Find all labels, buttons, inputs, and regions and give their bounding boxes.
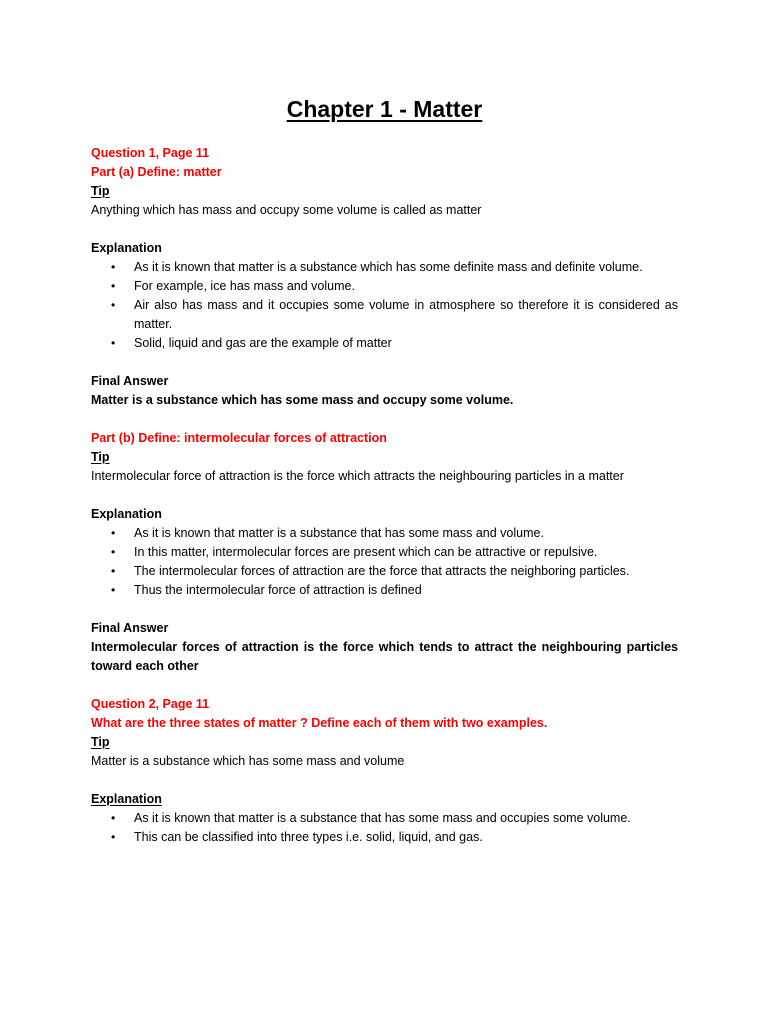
list-item xyxy=(91,809,678,828)
list-item xyxy=(91,828,678,847)
question-1-section xyxy=(91,144,678,695)
spacer xyxy=(91,220,678,239)
question-2-explanation-list xyxy=(91,809,678,847)
list-item-text: As it is known that matter is a substance which has some definite mass and definite volume. xyxy=(134,260,643,274)
bullet-icon: • xyxy=(111,336,116,350)
list-item xyxy=(91,562,678,581)
part-a-tip-text: Anything which has mass and occupy some volume is called as matter xyxy=(91,203,482,217)
list-item-text: The intermolecular forces of attraction are the force that attracts the neighboring particles. xyxy=(134,564,630,578)
part-a-explanation-list xyxy=(91,258,678,353)
question-2-tip-text: Matter is a substance which has some mass and volume xyxy=(91,754,405,768)
question-2-text: What are the three states of matter ? Define each of them with two examples. xyxy=(91,716,548,730)
list-item-text: For example, ice has mass and volume. xyxy=(134,279,355,293)
part-b-tip-label: Tip xyxy=(91,450,110,464)
question-2-tip-label: Tip xyxy=(91,735,110,749)
list-item xyxy=(91,581,678,600)
spacer xyxy=(91,410,678,429)
spacer xyxy=(91,600,678,619)
list-item-text: This can be classified into three types i.e. solid, liquid, and gas. xyxy=(134,830,483,844)
list-item xyxy=(91,277,678,296)
part-b-final-text: Intermolecular forces of attraction is the force which tends to attract the neighbouring particles toward each other xyxy=(91,640,678,673)
spacer xyxy=(91,676,678,695)
part-a-final-label: Final Answer xyxy=(91,374,169,388)
bullet-icon: • xyxy=(111,583,116,597)
spacer xyxy=(91,771,678,790)
list-item xyxy=(91,258,678,277)
list-item xyxy=(91,543,678,562)
bullet-icon: • xyxy=(111,260,116,274)
part-a-tip-label: Tip xyxy=(91,184,110,198)
part-b-explanation-list xyxy=(91,524,678,600)
list-item xyxy=(91,334,678,353)
list-item xyxy=(91,296,678,334)
part-b-heading: Part (b) Define: intermolecular forces of attraction xyxy=(91,431,387,445)
bullet-icon: • xyxy=(111,298,116,312)
bullet-icon: • xyxy=(111,545,116,559)
question-1-heading: Question 1, Page 11 xyxy=(91,146,210,160)
bullet-icon: • xyxy=(111,526,116,540)
bullet-icon: • xyxy=(111,564,116,578)
part-a-explanation-label: Explanation xyxy=(91,241,162,255)
list-item-text: In this matter, intermolecular forces are present which can be attractive or repulsive. xyxy=(134,545,598,559)
part-b-final-label: Final Answer xyxy=(91,621,169,635)
bullet-icon: • xyxy=(111,811,116,825)
part-b-explanation-label: Explanation xyxy=(91,507,162,521)
spacer xyxy=(91,486,678,505)
question-2-explanation-label: Explanation xyxy=(91,792,162,806)
part-a-final-text: Matter is a substance which has some mass and occupy some volume. xyxy=(91,393,514,407)
question-2-heading: Question 2, Page 11 xyxy=(91,697,210,711)
part-a-heading: Part (a) Define: matter xyxy=(91,165,222,179)
bullet-icon: • xyxy=(111,830,116,844)
list-item-text: Air also has mass and it occupies some volume in atmosphere so therefore it is considered as matter. xyxy=(134,298,678,331)
list-item-text: Thus the intermolecular force of attraction is defined xyxy=(134,583,422,597)
part-b-tip-text: Intermolecular force of attraction is the force which attracts the neighbouring particles in a matter xyxy=(91,469,624,483)
list-item xyxy=(91,524,678,543)
question-2-section xyxy=(91,695,678,847)
spacer xyxy=(91,353,678,372)
list-item-text: As it is known that matter is a substance that has some mass and volume. xyxy=(134,526,544,540)
list-item-text: As it is known that matter is a substance that has some mass and occupies some volume. xyxy=(134,811,631,825)
bullet-icon: • xyxy=(111,279,116,293)
list-item-text: Solid, liquid and gas are the example of matter xyxy=(134,336,392,350)
chapter-title: Chapter 1 - Matter xyxy=(286,96,483,122)
